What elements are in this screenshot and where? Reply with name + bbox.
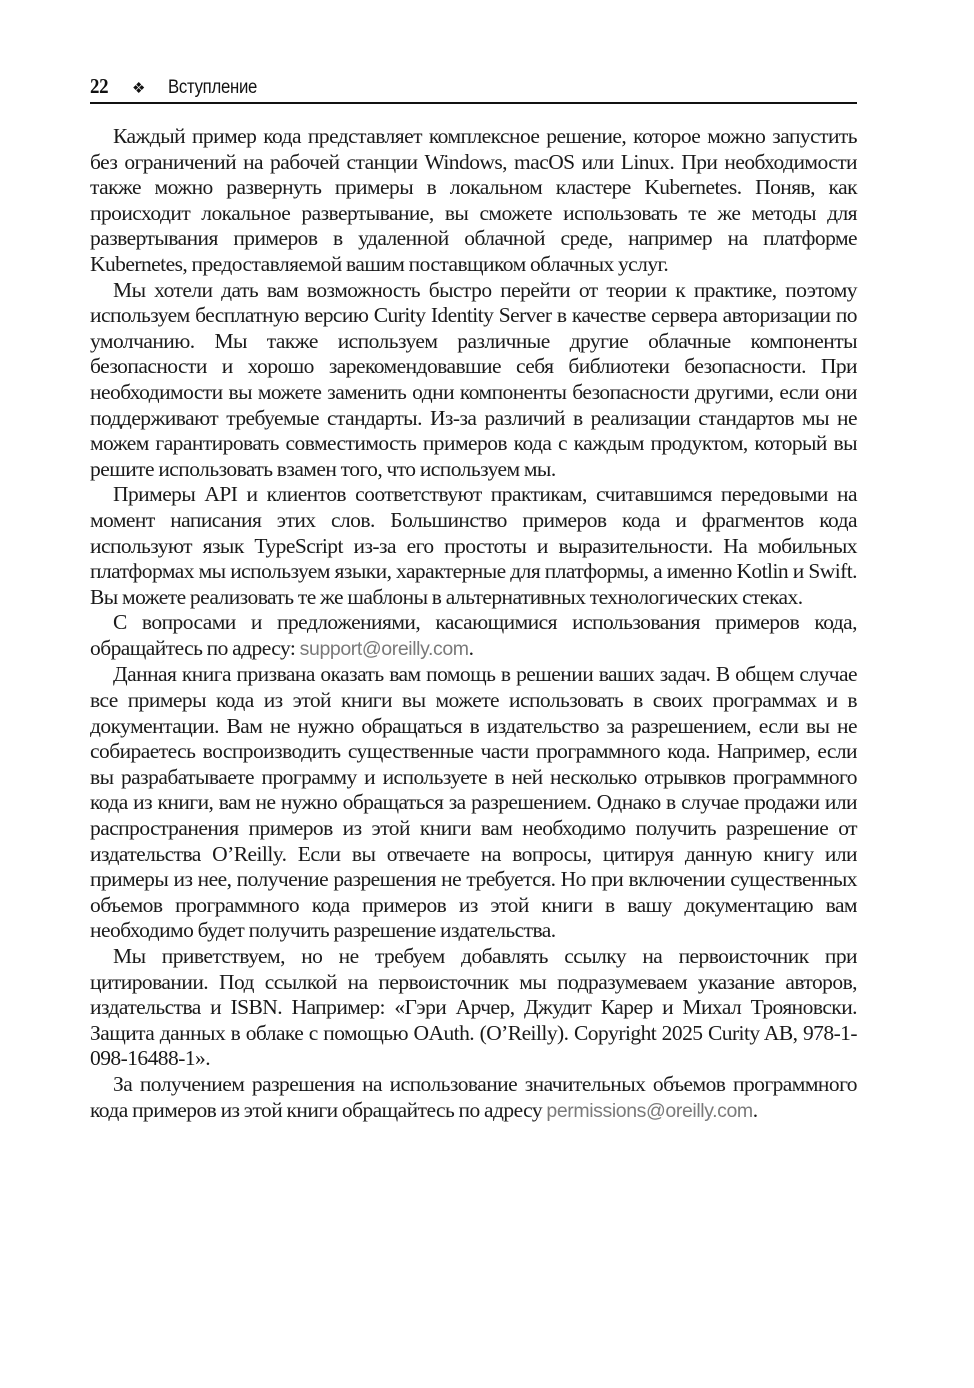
section-title: Вступление <box>168 77 258 98</box>
permissions-email-link[interactable]: permissions@oreilly.com <box>546 1099 753 1122</box>
paragraph-code-examples: Каждый пример кода представляет комплексное решение, которое можно запустить без ограничений на рабочей станции Windows, macOS или Linux. При необходимости также можно развернуть примеры в локальном кластере Kubernetes. Поняв, как происходит локальное развертывание, вы сможете использовать те же методы для развертывания примеров в удаленной облачной среде, например на платформе Kubernetes, предоставляемой вашим поставщиком облачных услуг. <box>90 124 857 276</box>
paragraph-api-clients: Примеры API и клиентов соответствуют практикам, считавшимся передовыми на момент написания этих слов. Большинство примеров кода и фрагментов кода используют язык TypeScript из-за его простоты и выразительности. На мобильных платформах мы используем языки, характерные для платформы, а именно Kotlin и Swift. Вы можете реализовать те же шаблоны в альтернативных технологических стеках. <box>90 482 857 609</box>
body-text <box>90 124 857 1124</box>
paragraph-permissions-contact <box>90 1072 857 1124</box>
paragraph-curity-server: Мы хотели дать вам возможность быстро перейти от теории к практике, поэтому используем бесплатную версию Curity Identity Server в качестве сервера авторизации по умолчанию. Мы также используем различные другие облачные компоненты безопасности и хорошо зарекомендовавшие себя библиотеки безопасности. При необходимости вы можете заменить одни компоненты безопасности другими, если они поддерживают требуемые стандарты. Из-за различий в реализации стандартов мы не можем гарантировать совместимость примеров кода с каждым продуктом, который вы решите использовать взамен того, что используем мы. <box>90 277 857 481</box>
diamond-ornament-icon: ❖ <box>132 80 146 97</box>
paragraph-attribution: Мы приветствуем, но не требуем добавлять ссылку на первоисточник при цитировании. Под ссылкой на первоисточник мы подразумеваем указание авторов, издательства и ISBN. Например: «Гэри Арчер, Джудит Карер и Михал Трояновски. Защита данных в облаке с помощью OAuth. (O’Reilly). Copyright 2025 Curity AB, 978-1-098-16488-1». <box>90 944 857 1071</box>
paragraph-text: . <box>468 635 474 660</box>
paragraph-usage-permissions: Данная книга призвана оказать вам помощь в решении ваших задач. В общем случае все примеры кода из этой книги вы можете использовать в своих программах и в документации. Вам не нужно обращаться в издательство за разрешением, если вы не собираетесь воспроизводить существенные части программного кода. Например, если вы разрабатываете программу и используете в ней несколько отрывков программного кода из книги, вам не нужно обращаться за разрешением. Однако в случае продажи или распространения примеров из этой книги вам необходимо получить разрешение от издательства O’Reilly. Если вы отвечаете на вопросы, цитируя данную книгу или примеры из нее, получение разрешения не требуется. Но при включении существенных объемов программного кода примеров из этой книги в вашу документацию вам необходимо будет получить разрешение издательства. <box>90 662 857 943</box>
paragraph-text: С вопросами и предложениями, касающимися использования примеров кода, обращайтесь по адресу: <box>90 610 857 660</box>
paragraph-questions <box>90 610 857 662</box>
paragraph-text: . <box>752 1097 758 1122</box>
running-header <box>90 74 857 104</box>
paragraph-text: За получением разрешения на использование значительных объемов программного кода примеров из этой книги обращайтесь по адресу <box>90 1071 857 1122</box>
book-page <box>90 74 857 1124</box>
page-number: 22 <box>90 74 109 98</box>
support-email-link[interactable]: support@oreilly.com <box>299 637 469 660</box>
